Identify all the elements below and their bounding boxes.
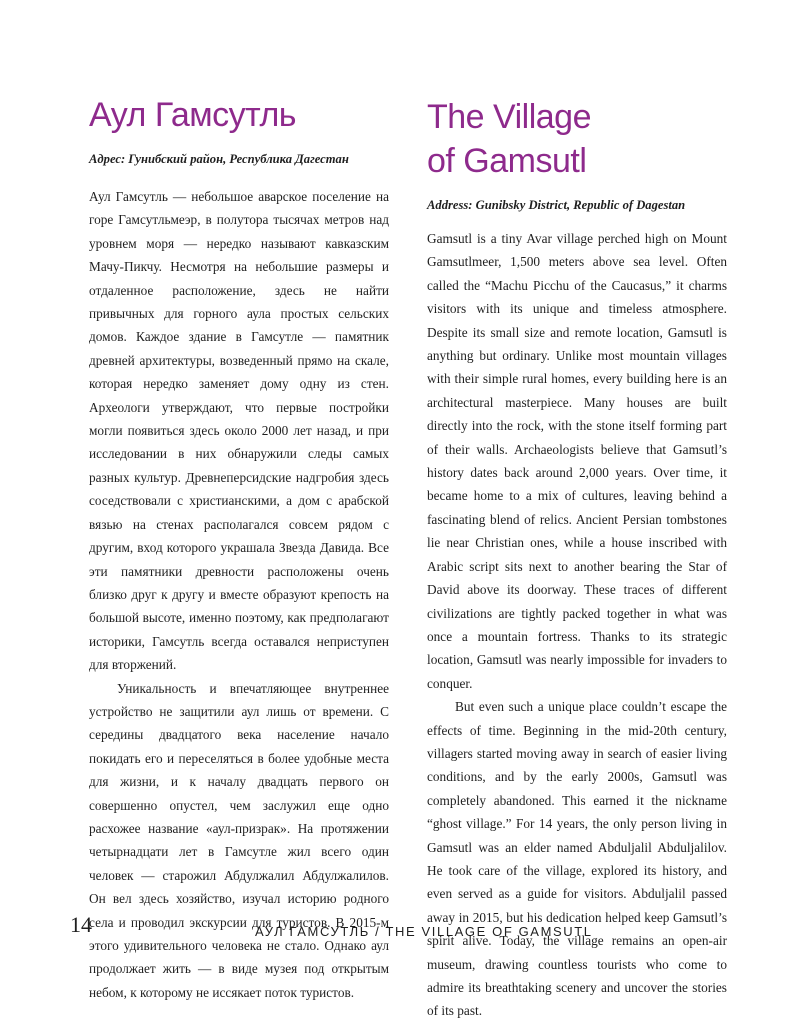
- russian-title: Аул Гамсутль: [89, 96, 296, 134]
- russian-paragraph-2: Уникальность и впечатляющее внутреннее устройство не защитили аул лишь от времени. С середины двадцатого века население начало покидать его и переселяться в более удобные места для жизни, и к началу двадцать первого он совершенно опустел, чем заслужил еще одно расхожее название «аул-призрак». На протяжении четырнадцати лет в Гамсутле жил всего один человек — старожил Абдулжалил Абдулжалилов. Он вел здесь хозяйство, изучал историю родного села и проводил экскурсии для туристов. В 2015-м этого удивительного человека не стало. Однако аул продолжает жить — в виде музея под открытым небом, к которому не иссякает поток туристов.: [89, 680, 389, 1000]
- running-footer-title: АУЛ ГАМСУТЛЬ / THE VILLAGE OF GAMSUTL: [255, 924, 593, 939]
- english-address: Address: Gunibsky District, Republic of Dagestan: [427, 198, 686, 212]
- english-title: The Village of Gamsutl: [427, 98, 591, 180]
- russian-column: [89, 88, 389, 1004]
- english-column: [427, 88, 727, 1023]
- english-paragraph-1: Gamsutl is a tiny Avar village perched high on Mount Gamsutlmeer, 1,500 meters above sea level. Often called the “Machu Picchu of the Caucasus,” it charms visitors with its unique and timeless atmosphere. Despite its small size and remote location, Gamsutl is anything but ordinary. Unlike most mountain villages with their simple rural homes, every building here is an architectural masterpiece. Many houses are built directly into the rock, with the stone itself forming part of their walls. Archaeologists believe that Gamsutl’s history dates back around 2,000 years. Over time, it became home to a mix of cultures, leaving behind a fascinating blend of relics. Ancient Persian tombstones lie near Christian ones, while a house inscribed with Arabic script sits next to another bearing the Star of David above its doorway. These traces of different civilizations are tightly packed together in what was once a mountain fortress. Thanks to its strategic location, Gamsutl was nearly impossible for invaders to conquer.: [427, 231, 727, 691]
- english-paragraph-2: But even such a unique place couldn’t escape the effects of time. Beginning in the mid-20th century, villagers started moving away in search of easier living conditions, and by the early 2000s, Gamsutl was completely abandoned. This earned it the nickname “ghost village.” For 14 years, the only person living in Gamsutl was an elder named Abduljalil Abduljalilov. He took care of the village, explored its history, and even served as a guide for visitors. Abduljalil passed away in 2015, but his dedication helped keep Gamsutl’s spirit alive. Today, the village remains an open-air museum, drawing countless tourists who come to admire its breathtaking scenery and uncover the stories of its past.: [427, 699, 727, 1019]
- russian-address: Адрес: Гунибский район, Республика Дагестан: [89, 152, 349, 166]
- russian-paragraph-1: Аул Гамсутль — небольшое аварское поселение на горе Гамсутльмеэр, в полутора тысячах метров над уровнем моря — нередко называют кавказским Мачу-Пикчу. Несмотря на небольшие размеры и отдаленное расположение, здесь не найти привычных для горного аула простых сельских домов. Каждое здание в Гамсутле — памятник древней архитектуры, возведенный прямо на скале, которая нередко заменяет дому одну из стен. Археологи утверждают, что первые постройки могли появиться здесь около 2000 лет назад, и при исследовании в них обнаружили следы самых разных культур. Древнеперсидские надгробия здесь соседствовали с христианскими, а дом с арабской вязью на стенах располагался совсем рядом с другим, вход которого украшала Звезда Давида. Все эти памятники древности расположены очень близко друг к другу и вместе образуют крепость на большой высоте, именно поэтому, как предполагают историки, Гамсутль всегда оставался неприступен для вторжений.: [89, 189, 389, 673]
- page-number: 14: [70, 912, 92, 937]
